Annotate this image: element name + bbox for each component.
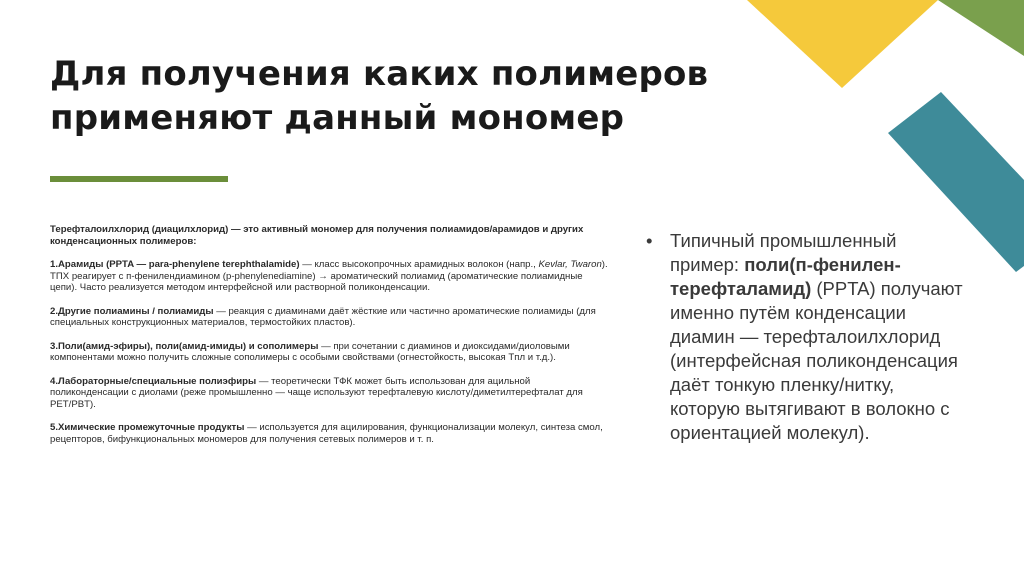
yellow-triangle-shape <box>747 0 938 88</box>
right-text-bold: поли(п-фенилен-терефталамид) <box>670 254 901 299</box>
right-bullet-block <box>646 229 966 445</box>
right-bullet-text <box>670 229 966 445</box>
intro-text: Терефталоилхлорид (диацилхлорид) — это активный мономер для получения полиамидов/арамидов и других конденсационных полимеров: <box>50 224 584 247</box>
page-title-line-1: Для получения каких полимеров <box>50 54 709 94</box>
list-item-intermediates-text: — используется для ацилирования, функционализации молекул, синтеза смол, рецепторов, бифункциональных мономеров для получения сетевых полимеров и т. п. <box>50 422 603 445</box>
right-text-a: Типичный промышленный пример: <box>670 230 897 275</box>
page-title-line-2: применяют данный мономер <box>50 98 625 138</box>
right-text-b: (PPTA) получают именно путём конденсации диамин — терефталоилхлорид (интерфейсная поликонденсация даёт тонкую пленку/нитку, которую вытягивают в волокно с ориентацией молекул). <box>670 278 963 443</box>
left-text-block <box>50 224 610 457</box>
list-item-polyamides-title: 2.Другие полиамины / полиамиды <box>50 305 214 317</box>
green-triangle-shape <box>938 0 1024 56</box>
list-item-intermediates-title: 5.Химические промежуточные продукты <box>50 422 245 433</box>
list-item-intermediates <box>50 422 610 445</box>
list-item-copolymers-text: — при сочетании с диаминов и диоксидами/диоловыми компонентами можно получить сложные сополимеры с особыми свойствами (огнестойкость, высокая Tпл и т.д.). <box>50 340 570 363</box>
title-underline <box>50 176 228 182</box>
list-item-polyesters-title: 4.Лабораторные/специальные полиэфиры <box>50 375 257 387</box>
list-item-copolymers <box>50 341 610 364</box>
list-item-copolymers-title: 3.Поли(амид-эфиры), поли(амид-имиды) и сополимеры <box>50 340 319 352</box>
list-item-polyesters <box>50 376 610 411</box>
list-item-polyesters-text: — теоретически ТФК может быть использован для ацильной поликонденсации с диолами (реже промышленно — чаще используют терефталевую кислоту/диметилтерефталат для PET/PBT). <box>50 375 583 410</box>
bullet-icon: • <box>646 230 653 251</box>
list-item-polyamides <box>50 306 610 329</box>
list-item-polyamides-text: — реакция с диаминами даёт жёсткие или частично ароматические полиамиды (для специальных конструкционных материалов, термостойких пластов). <box>50 305 596 328</box>
intro-paragraph <box>50 224 610 247</box>
list-item-aramids-title: 1.Арамиды (PPTA — para-phenylene terephthalamide) <box>50 259 300 270</box>
list-item-aramids <box>50 259 610 294</box>
list-item-aramids-text-a: — класс высокопрочных арамидных волокон (напр., <box>299 259 539 270</box>
page-title <box>50 52 770 140</box>
list-item-aramids-text-b: ). ТПХ реагирует с п-фенилендиамином (p-phenylenediamine) → ароматический полиамид (ароматические полиамидные цепи). Часто реализуется методом интерфейсной или растворной поликонденсации. <box>50 259 608 293</box>
list-item-aramids-brands: Kevlar, Twaron <box>538 259 602 270</box>
